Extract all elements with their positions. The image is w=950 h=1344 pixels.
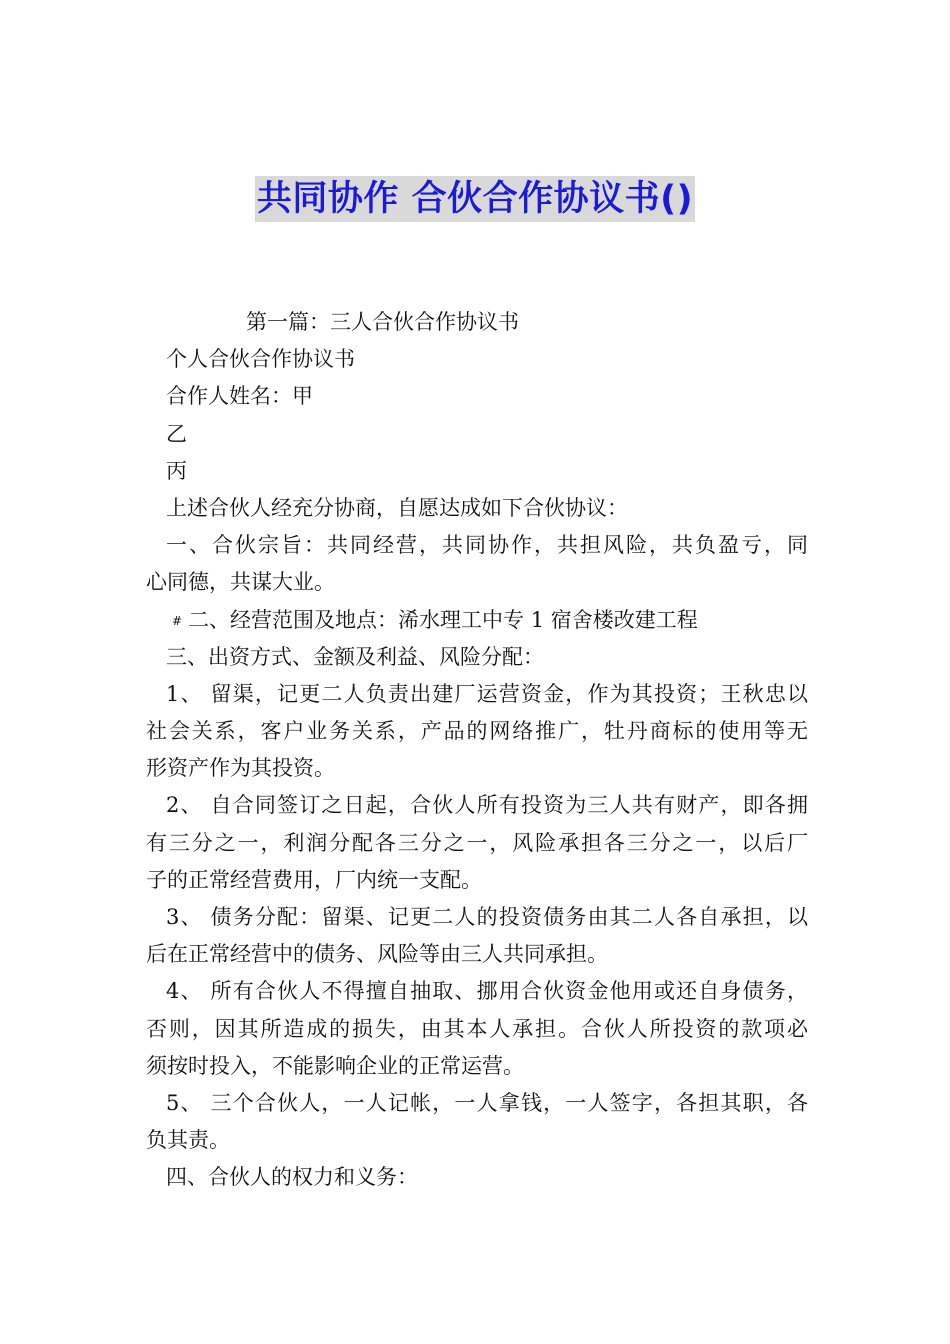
- paragraph-line: 子的正常经营费用，厂内统一支配。: [146, 867, 482, 892]
- paragraph-line: 3、 债务分配：留渠、记更二人的投资债务由其二人各自承担，以: [166, 905, 808, 929]
- paragraph-line: 2、 自合同签订之日起，合伙人所有投资为三人共有财产，即各拥: [166, 793, 808, 818]
- paragraph-line: 四、合伙人的权力和义务：: [166, 1165, 418, 1190]
- paragraph-line: 须按时投入，不能影响企业的正常运营。: [146, 1053, 524, 1078]
- document-title: 共同协作 合伙合作协议书(): [255, 176, 695, 222]
- paragraph-line: 三、出资方式、金额及利益、风险分配：: [166, 644, 544, 669]
- title-container: [0, 176, 950, 222]
- paragraph-line: 一、合伙宗旨：共同经营，共同协作，共担风险，共负盈亏，同: [166, 533, 808, 558]
- document-body: [146, 304, 808, 1197]
- paragraph-line: 4、 所有合伙人不得擅自抽取、挪用合伙资金他用或还自身债务，: [166, 979, 808, 1004]
- list-marker: #: [172, 613, 183, 628]
- section-heading: 第一篇：三人合伙合作协议书: [246, 310, 519, 334]
- paragraph-line: 否则，因其所造成的损失，由其本人承担。合伙人所投资的款项必: [146, 1016, 808, 1041]
- paragraph-line: 负其责。: [146, 1128, 230, 1153]
- paragraph-line: 5、 三个合伙人，一人记帐，一人拿钱，一人签字，各担其职，各: [166, 1090, 808, 1115]
- paragraph-line: 心同德，共谋大业。: [146, 570, 335, 595]
- paragraph-line: 后在正常经营中的债务、风险等由三人共同承担。: [146, 942, 608, 967]
- paragraph-line: [146, 602, 808, 639]
- paragraph-line: 乙: [166, 421, 187, 446]
- paragraph-text: 二、经营范围及地点：浠水理工中专 1 宿舍楼改建工程: [188, 607, 698, 632]
- paragraph-line: 丙: [166, 458, 187, 483]
- paragraph-line: 有三分之一，利润分配各三分之一，风险承担各三分之一，以后厂: [146, 830, 808, 855]
- paragraph-line: 个人合伙合作协议书: [166, 347, 355, 372]
- paragraph-line: 社会关系，客户业务关系，产品的网络推广，牡丹商标的使用等无: [146, 719, 808, 744]
- paragraph-line: 形资产作为其投资。: [146, 756, 335, 781]
- paragraph-line: 上述合伙人经充分协商，自愿达成如下合伙协议：: [166, 495, 628, 520]
- paragraph-line: 合作人姓名：甲: [166, 384, 313, 409]
- paragraph-line: 1、 留渠，记更二人负责出建厂运营资金，作为其投资；王秋忠以: [166, 681, 808, 706]
